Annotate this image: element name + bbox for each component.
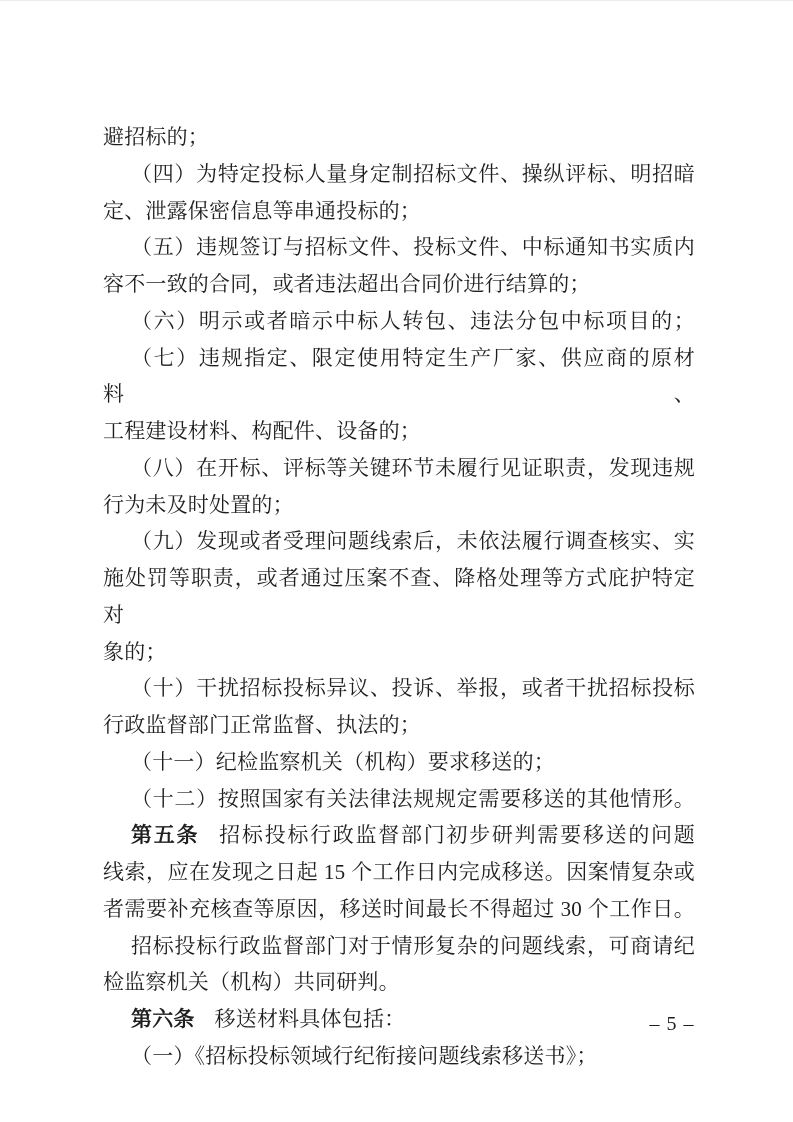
text-line: （九）发现或者受理问题线索后，未依法履行调查核实、实 (131, 529, 695, 554)
text-line: 定、泄露保密信息等串通投标的； (103, 198, 421, 223)
text-line: 容不一致的合同，或者违法超出合同价进行结算的； (103, 272, 591, 296)
text-line: 检监察机关（机构）共同研判。 (103, 970, 400, 995)
text-line: （五）违规签订与招标文件、投标文件、中标通知书实质内 (131, 235, 695, 260)
text-line: （十二）按照国家有关法律法规规定需要移送的其他情形。 (131, 786, 695, 811)
text-line: 行政监督部门正常监督、执法的； (103, 713, 421, 737)
text-line: （十一）纪检监察机关（机构）要求移送的； (131, 749, 555, 774)
text-line (103, 817, 695, 854)
text-line: 工程建设材料、构配件、设备的； (103, 419, 421, 443)
text-line: （八）在开标、评标等关键环节未履行见证职责，发现违规 (131, 455, 695, 480)
text-line: 线索，应在发现之日起 15 个工作日内完成移送。因案情复杂或 (103, 860, 695, 884)
article-number: 第六条 (131, 1007, 195, 1031)
line-text: 招标投标行政监督部门初步研判需要移送的问题 (219, 823, 695, 848)
text-line: 者需要补充核查等原因，移送时间最长不得超过 30 个工作日。 (103, 896, 695, 921)
document-body (103, 119, 695, 1075)
text-line: （一）《招标投标领域行纪衔接问题线索移送书》； (131, 1043, 598, 1068)
text-line: 行为未及时处置的； (103, 492, 294, 517)
text-line: 招标投标行政监督部门对于情形复杂的问题线索，可商请纪 (131, 933, 695, 958)
text-line: 避招标的； (103, 125, 209, 149)
text-line: （六）明示或者暗示中标人转包、违法分包中标项目的； (131, 308, 695, 333)
text-line: （七）违规指定、限定使用特定生产厂家、供应商的原材料、 (103, 345, 695, 407)
text-line: 象的； (103, 639, 167, 664)
text-line: 施处罚等职责，或者通过压案不查、降格处理等方式庇护特定对 (103, 566, 695, 627)
page-number: – 5 – (649, 1013, 695, 1035)
scan-edge-line (0, 0, 793, 1)
line-text: 移送材料具体包括： (214, 1007, 406, 1031)
text-line: （十）干扰招标投标异议、投诉、举报，或者干扰招标投标 (131, 676, 695, 701)
text-line: （四）为特定投标人量身定制招标文件、操纵评标、明招暗 (131, 161, 695, 186)
article-number: 第五条 (131, 823, 200, 848)
text-line (103, 1001, 695, 1038)
